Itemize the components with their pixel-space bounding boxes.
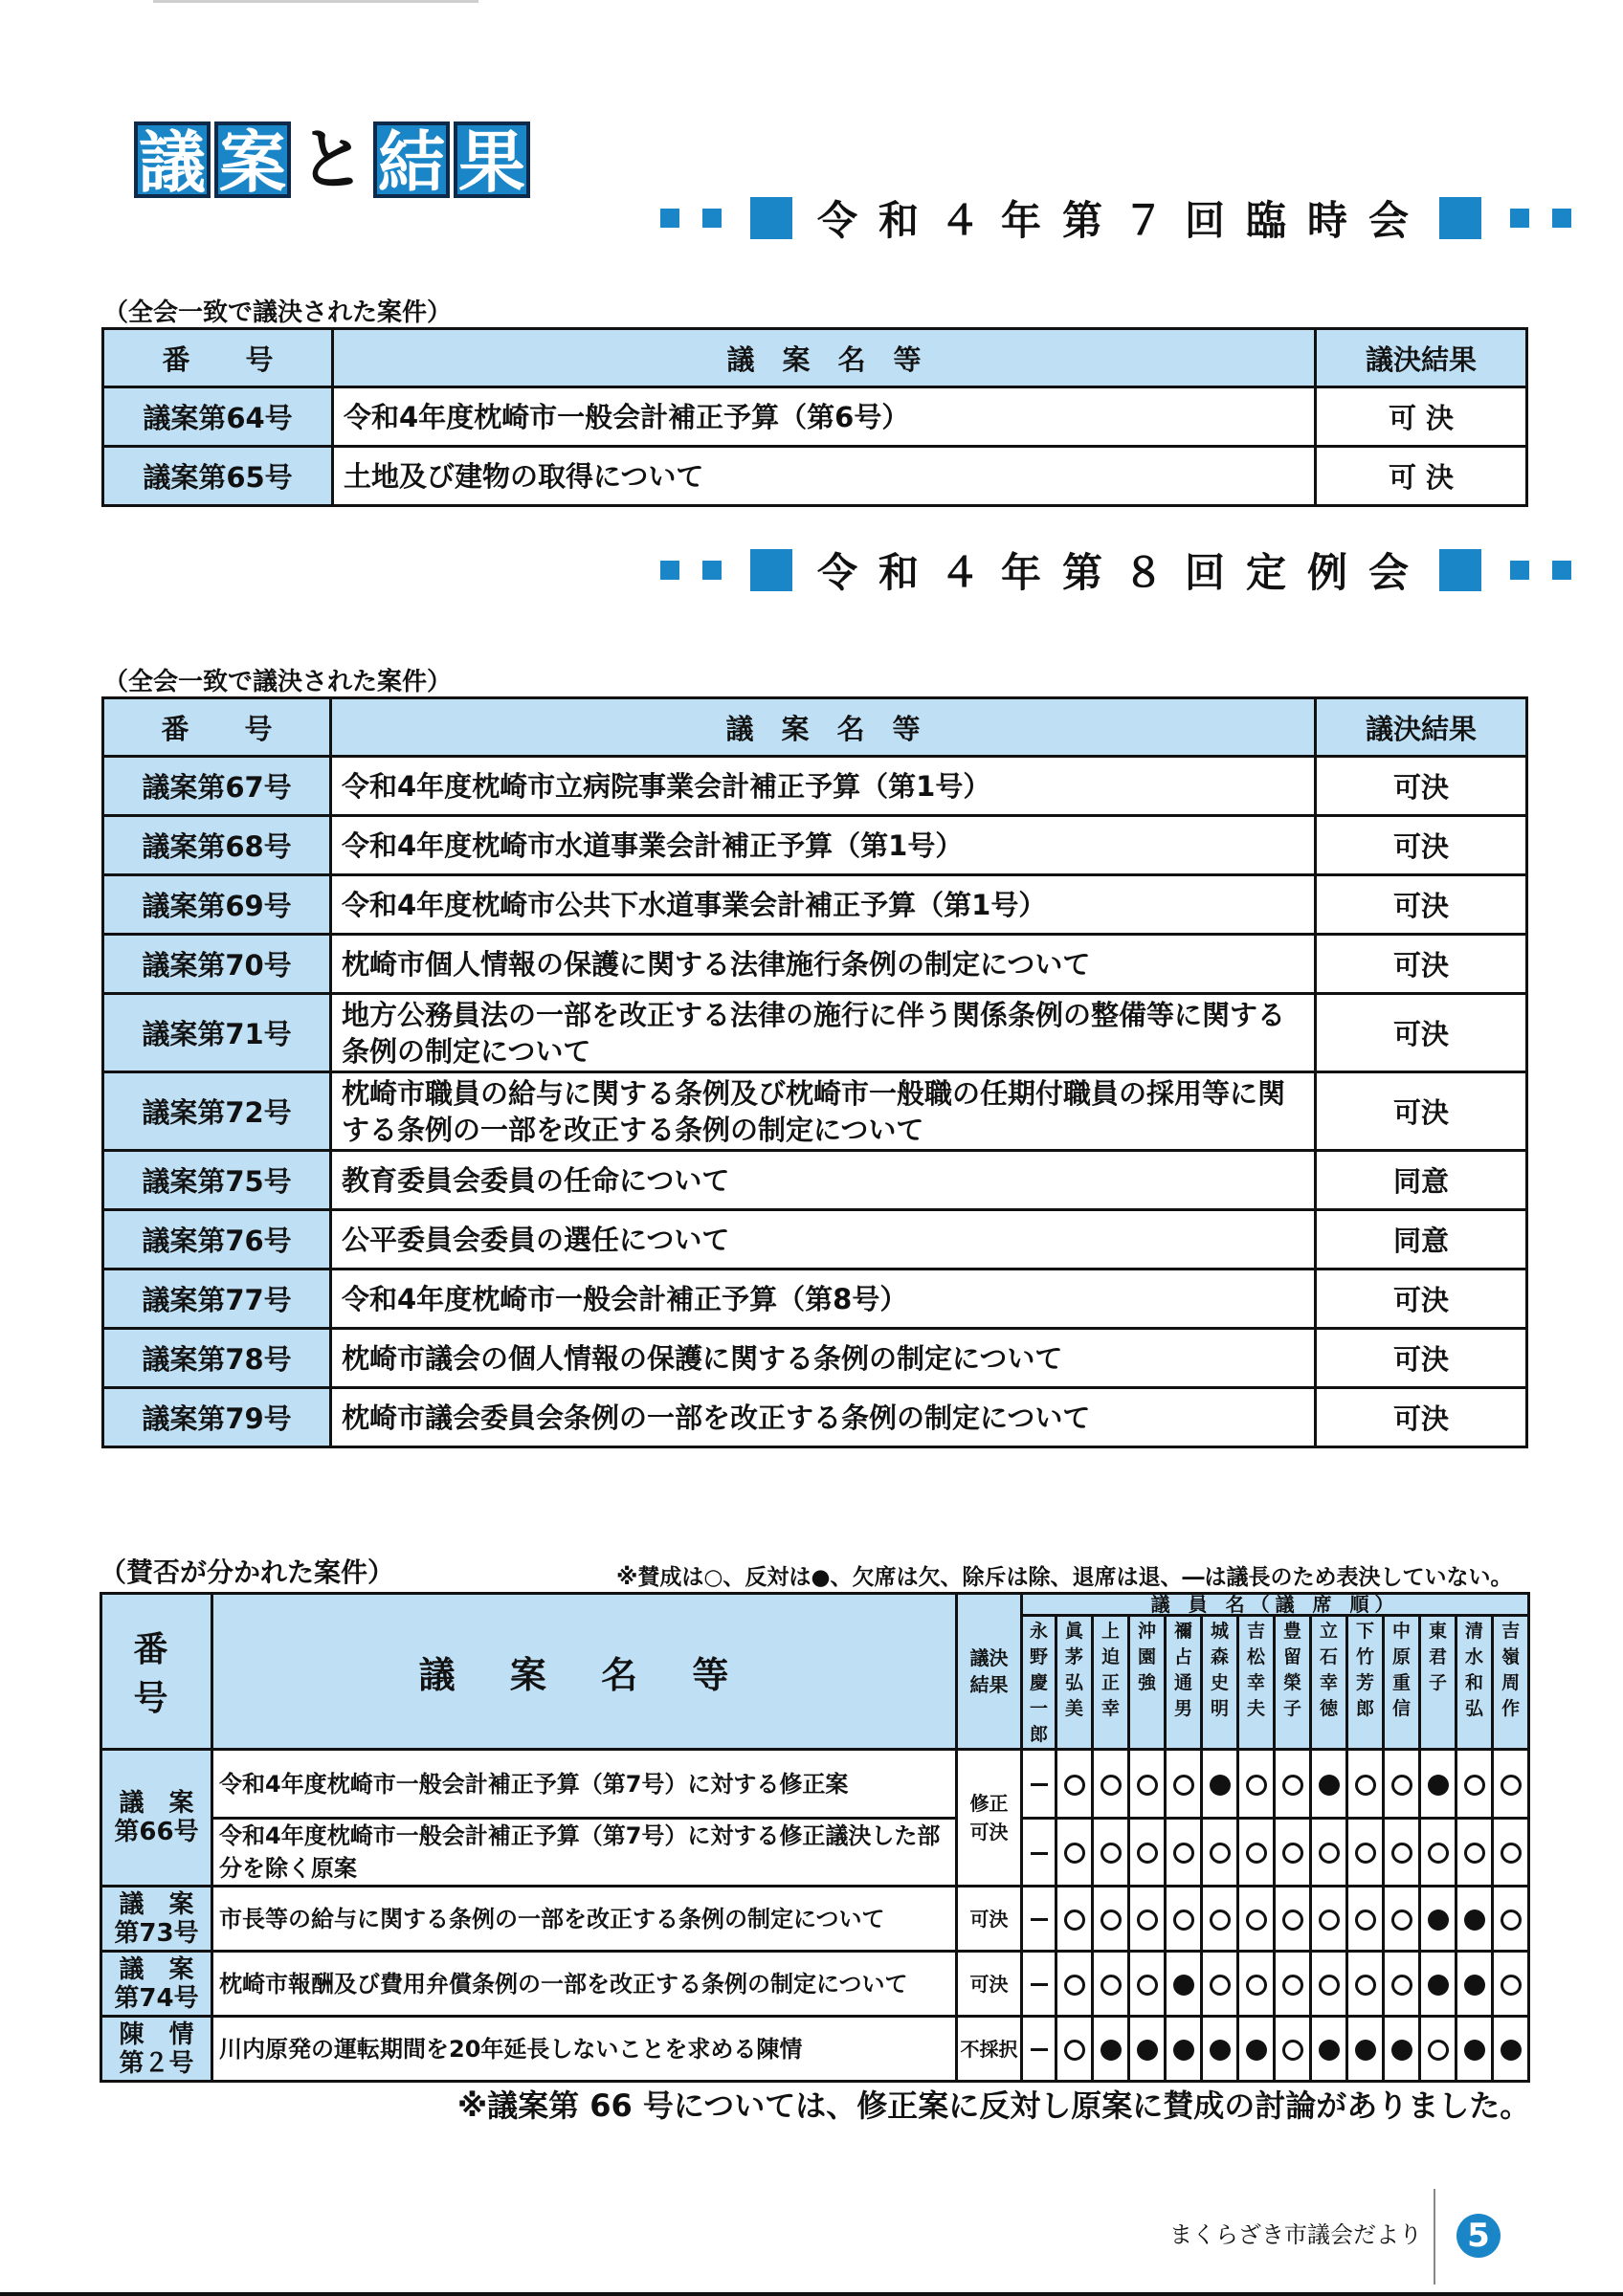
member-name: 立石幸徳 bbox=[1311, 1616, 1347, 1750]
approve-circle-icon bbox=[1246, 1910, 1267, 1931]
chair-dash-icon bbox=[1031, 1983, 1048, 1986]
vote-cell bbox=[1202, 1750, 1238, 1819]
vote-cell bbox=[1022, 1819, 1056, 1887]
title-char: 議 bbox=[134, 121, 211, 198]
vote-cell bbox=[1311, 1819, 1347, 1887]
bill-name: 地方公務員法の一部を改正する法律の施行に伴う関係条例の整備等に関する条例の制定について bbox=[331, 994, 1316, 1072]
approve-circle-icon bbox=[1210, 1975, 1231, 1996]
square-bullet-icon bbox=[660, 561, 679, 580]
vote-cell bbox=[1129, 1952, 1166, 2017]
bill-name: 枕崎市議会の個人情報の保護に関する条例の制定について bbox=[331, 1329, 1316, 1388]
bill-number: 議案第78号 bbox=[103, 1329, 331, 1388]
table-row bbox=[103, 935, 1527, 994]
oppose-dot-icon bbox=[1464, 2040, 1485, 2061]
vote-cell bbox=[1056, 1952, 1093, 2017]
vote-cell bbox=[1420, 2017, 1456, 2082]
col-header-num: 番 号 bbox=[101, 1594, 212, 1750]
oppose-dot-icon bbox=[1173, 1975, 1194, 1996]
bill-number: 議 案 第73号 bbox=[101, 1887, 212, 1952]
top-rule bbox=[153, 0, 478, 3]
approve-circle-icon bbox=[1282, 2040, 1303, 2061]
oppose-dot-icon bbox=[1428, 1975, 1449, 1996]
vote-cell bbox=[1420, 1819, 1456, 1887]
vote-cell bbox=[1056, 2017, 1093, 2082]
table-row bbox=[103, 1329, 1527, 1388]
vote-cell bbox=[1238, 1819, 1275, 1887]
member-name: 豊留榮子 bbox=[1275, 1616, 1311, 1750]
approve-circle-icon bbox=[1173, 1775, 1194, 1796]
vote-cell bbox=[1456, 1887, 1493, 1952]
vote-cell bbox=[1420, 1887, 1456, 1952]
vote-cell bbox=[1238, 1887, 1275, 1952]
member-name: 清水和弘 bbox=[1456, 1616, 1493, 1750]
vote-cell bbox=[1456, 2017, 1493, 2082]
oppose-dot-icon bbox=[1391, 2040, 1412, 2061]
bill-result: 可決 bbox=[1316, 994, 1527, 1072]
member-name: 下竹芳郎 bbox=[1347, 1616, 1384, 1750]
col-header-name: 議 案 名 等 bbox=[331, 698, 1316, 757]
member-name: 永野慶一郎 bbox=[1022, 1616, 1056, 1750]
square-bullet-icon bbox=[1552, 209, 1571, 228]
bill-name: 川内原発の運転期間を20年延長しないことを求める陳情 bbox=[212, 2017, 957, 2082]
section-caption: （賛否が分かれた案件） bbox=[100, 1556, 395, 1588]
square-bullet-icon bbox=[702, 209, 722, 228]
vote-cell bbox=[1456, 1750, 1493, 1819]
vote-cell bbox=[1238, 2017, 1275, 2082]
approve-circle-icon bbox=[1064, 2040, 1085, 2061]
approve-circle-icon bbox=[1137, 1775, 1158, 1796]
approve-circle-icon bbox=[1246, 1843, 1267, 1864]
approve-circle-icon bbox=[1391, 1843, 1412, 1864]
oppose-dot-icon bbox=[1464, 1910, 1485, 1931]
vote-cell bbox=[1129, 1819, 1166, 1887]
approve-circle-icon bbox=[1064, 1843, 1085, 1864]
vote-cell bbox=[1456, 1819, 1493, 1887]
bill-result: 可決 bbox=[1316, 875, 1527, 935]
approve-circle-icon bbox=[1064, 1910, 1085, 1931]
oppose-dot-icon bbox=[1428, 1775, 1449, 1796]
vote-cell bbox=[1202, 1887, 1238, 1952]
oppose-dot-icon bbox=[1173, 2040, 1194, 2061]
vote-cell bbox=[1384, 1952, 1420, 2017]
member-name: 沖園強 bbox=[1129, 1616, 1166, 1750]
vote-row bbox=[101, 1750, 1529, 1819]
bill-number: 議案第68号 bbox=[103, 816, 331, 875]
table-row bbox=[103, 1210, 1527, 1269]
vote-cell bbox=[1129, 1750, 1166, 1819]
member-name: 眞茅弘美 bbox=[1056, 1616, 1093, 1750]
approve-circle-icon bbox=[1137, 1843, 1158, 1864]
col-header-name: 議 案 名 等 bbox=[333, 329, 1316, 387]
vote-cell bbox=[1311, 1750, 1347, 1819]
chair-dash-icon bbox=[1031, 1852, 1048, 1855]
approve-circle-icon bbox=[1210, 1843, 1231, 1864]
oppose-dot-icon bbox=[1319, 2040, 1340, 2061]
approve-circle-icon bbox=[1391, 1910, 1412, 1931]
session1-table bbox=[101, 327, 1528, 507]
bill-result: 可決 bbox=[957, 1887, 1022, 1952]
oppose-dot-icon bbox=[1464, 1975, 1485, 1996]
members-group-header: 議 員 名（議 席 順） bbox=[1022, 1594, 1529, 1616]
member-name: 東君子 bbox=[1420, 1616, 1456, 1750]
bill-result: 同意 bbox=[1316, 1151, 1527, 1210]
bill-number: 議案第65号 bbox=[103, 447, 333, 506]
vote-cell bbox=[1129, 1887, 1166, 1952]
bill-name: 市長等の給与に関する条例の一部を改正する条例の制定について bbox=[212, 1887, 957, 1952]
oppose-dot-icon bbox=[1501, 2040, 1522, 2061]
square-bullet-icon bbox=[660, 209, 679, 228]
vote-cell bbox=[1420, 1750, 1456, 1819]
split-vote-table bbox=[100, 1592, 1530, 2083]
bill-name: 令和4年度枕崎市一般会計補正予算（第7号）に対する修正案 bbox=[212, 1750, 957, 1819]
approve-circle-icon bbox=[1501, 1975, 1522, 1996]
approve-circle-icon bbox=[1391, 1775, 1412, 1796]
title-char: と bbox=[299, 121, 366, 199]
table-row bbox=[103, 387, 1527, 447]
approve-circle-icon bbox=[1355, 1843, 1376, 1864]
vote-row bbox=[101, 1819, 1529, 1887]
approve-circle-icon bbox=[1391, 1975, 1412, 1996]
approve-circle-icon bbox=[1355, 1910, 1376, 1931]
bill-number: 議 案 第66号 bbox=[101, 1750, 212, 1887]
vote-cell bbox=[1166, 2017, 1202, 2082]
vote-cell bbox=[1456, 1952, 1493, 2017]
title-char: 案 bbox=[214, 121, 291, 198]
bill-result: 可 決 bbox=[1316, 447, 1527, 506]
page-title bbox=[134, 117, 530, 203]
table-row bbox=[103, 994, 1527, 1072]
table-row bbox=[103, 757, 1527, 816]
vote-cell bbox=[1275, 1952, 1311, 2017]
bill-name: 枕崎市報酬及び費用弁償条例の一部を改正する条例の制定について bbox=[212, 1952, 957, 2017]
bill-result: 可決 bbox=[1316, 1388, 1527, 1447]
publication-name: まくらざき市議会だより bbox=[1169, 2221, 1422, 2248]
vote-cell bbox=[1384, 1819, 1420, 1887]
member-name: 中原重信 bbox=[1384, 1616, 1420, 1750]
approve-circle-icon bbox=[1137, 1910, 1158, 1931]
approve-circle-icon bbox=[1319, 1975, 1340, 1996]
bill-name: 枕崎市個人情報の保護に関する法律施行条例の制定について bbox=[331, 935, 1316, 994]
vote-cell bbox=[1129, 2017, 1166, 2082]
vote-cell bbox=[1166, 1750, 1202, 1819]
table-row bbox=[103, 1388, 1527, 1447]
vote-row bbox=[101, 1952, 1529, 2017]
bill-name: 枕崎市議会委員会条例の一部を改正する条例の制定について bbox=[331, 1388, 1316, 1447]
vote-cell bbox=[1493, 1819, 1529, 1887]
bill-number: 議案第70号 bbox=[103, 935, 331, 994]
bottom-rule bbox=[0, 2292, 1623, 2296]
vote-cell bbox=[1093, 1887, 1129, 1952]
bill-number: 議案第67号 bbox=[103, 757, 331, 816]
bill-number: 議案第75号 bbox=[103, 1151, 331, 1210]
footnote: ※議案第 66 号については、修正案に反対し原案に賛成の討論がありました。 bbox=[457, 2087, 1531, 2124]
approve-circle-icon bbox=[1246, 1975, 1267, 1996]
bill-number: 議案第64号 bbox=[103, 387, 333, 447]
square-bullet-icon bbox=[702, 561, 722, 580]
bill-result: 可決 bbox=[1316, 757, 1527, 816]
vote-cell bbox=[1022, 2017, 1056, 2082]
vote-cell bbox=[1275, 2017, 1311, 2082]
session-header-1 bbox=[660, 189, 1571, 247]
chair-dash-icon bbox=[1031, 2048, 1048, 2051]
oppose-dot-icon bbox=[1137, 2040, 1158, 2061]
member-name: 上迫正幸 bbox=[1093, 1616, 1129, 1750]
approve-circle-icon bbox=[1428, 2040, 1449, 2061]
vote-cell bbox=[1493, 2017, 1529, 2082]
member-name: 禰占通男 bbox=[1166, 1616, 1202, 1750]
bill-number: 議案第79号 bbox=[103, 1388, 331, 1447]
vote-cell bbox=[1093, 1952, 1129, 2017]
vote-legend: ※賛成は○、反対は●、欠席は欠、除斥は除、退席は退、―は議長のため表決していない。 bbox=[616, 1565, 1513, 1590]
bill-result: 可決 bbox=[1316, 935, 1527, 994]
vote-cell bbox=[1275, 1819, 1311, 1887]
vote-cell bbox=[1166, 1952, 1202, 2017]
vote-cell bbox=[1311, 1952, 1347, 2017]
vote-cell bbox=[1166, 1887, 1202, 1952]
vote-cell bbox=[1022, 1952, 1056, 2017]
table-row bbox=[103, 1151, 1527, 1210]
bill-result: 可決 bbox=[1316, 816, 1527, 875]
vote-cell bbox=[1202, 1952, 1238, 2017]
approve-circle-icon bbox=[1282, 1775, 1303, 1796]
vote-cell bbox=[1384, 2017, 1420, 2082]
vote-cell bbox=[1347, 1750, 1384, 1819]
chair-dash-icon bbox=[1031, 1918, 1048, 1921]
approve-circle-icon bbox=[1137, 1975, 1158, 1996]
bill-result: 可決 bbox=[957, 1952, 1022, 2017]
vote-cell bbox=[1238, 1750, 1275, 1819]
approve-circle-icon bbox=[1501, 1843, 1522, 1864]
vote-cell bbox=[1056, 1819, 1093, 1887]
approve-circle-icon bbox=[1355, 1975, 1376, 1996]
bill-name: 公平委員会委員の選任について bbox=[331, 1210, 1316, 1269]
vote-cell bbox=[1347, 1887, 1384, 1952]
chair-dash-icon bbox=[1031, 1783, 1048, 1786]
oppose-dot-icon bbox=[1210, 2040, 1231, 2061]
vote-header-row bbox=[101, 1594, 1529, 1616]
square-bullet-icon bbox=[1552, 561, 1571, 580]
approve-circle-icon bbox=[1246, 1775, 1267, 1796]
session-title: 令和４年第８回定例会 bbox=[817, 549, 1431, 596]
table-row bbox=[103, 447, 1527, 506]
approve-circle-icon bbox=[1101, 1843, 1122, 1864]
approve-circle-icon bbox=[1464, 1843, 1485, 1864]
square-bullet-icon bbox=[1439, 197, 1481, 239]
vote-cell bbox=[1347, 1819, 1384, 1887]
approve-circle-icon bbox=[1173, 1843, 1194, 1864]
col-header-num: 番 号 bbox=[103, 698, 331, 757]
bill-name: 教育委員会委員の任命について bbox=[331, 1151, 1316, 1210]
bill-number: 議案第69号 bbox=[103, 875, 331, 935]
member-name: 吉嶺周作 bbox=[1493, 1616, 1529, 1750]
col-header-result: 議決結果 bbox=[1316, 329, 1527, 387]
vote-cell bbox=[1384, 1887, 1420, 1952]
bill-result: 可決 bbox=[1316, 1072, 1527, 1151]
approve-circle-icon bbox=[1355, 1775, 1376, 1796]
vote-cell bbox=[1311, 1887, 1347, 1952]
bill-number: 議案第71号 bbox=[103, 994, 331, 1072]
col-header-result: 議決結果 bbox=[1316, 698, 1527, 757]
bill-number: 陳 情 第２号 bbox=[101, 2017, 212, 2082]
col-header-num: 番 号 bbox=[103, 329, 333, 387]
table-row bbox=[103, 816, 1527, 875]
vote-cell bbox=[1493, 1887, 1529, 1952]
page-number: 5 bbox=[1456, 2214, 1501, 2258]
approve-circle-icon bbox=[1064, 1775, 1085, 1796]
approve-circle-icon bbox=[1064, 1975, 1085, 1996]
square-bullet-icon bbox=[750, 549, 792, 591]
oppose-dot-icon bbox=[1428, 1910, 1449, 1931]
vote-cell bbox=[1493, 1750, 1529, 1819]
approve-circle-icon bbox=[1319, 1843, 1340, 1864]
section-caption: （全会一致で議決された案件） bbox=[103, 298, 453, 327]
vote-cell bbox=[1056, 1750, 1093, 1819]
bill-name: 令和4年度枕崎市公共下水道事業会計補正予算（第1号） bbox=[331, 875, 1316, 935]
vote-cell bbox=[1093, 1750, 1129, 1819]
vote-cell bbox=[1202, 1819, 1238, 1887]
oppose-dot-icon bbox=[1246, 2040, 1267, 2061]
bill-number: 議案第72号 bbox=[103, 1072, 331, 1151]
table-row bbox=[103, 1072, 1527, 1151]
vote-cell bbox=[1311, 2017, 1347, 2082]
bill-number: 議 案 第74号 bbox=[101, 1952, 212, 2017]
approve-circle-icon bbox=[1282, 1975, 1303, 1996]
vote-cell bbox=[1238, 1952, 1275, 2017]
square-bullet-icon bbox=[1510, 209, 1529, 228]
approve-circle-icon bbox=[1501, 1775, 1522, 1796]
vote-cell bbox=[1166, 1819, 1202, 1887]
section-caption: （全会一致で議決された案件） bbox=[103, 668, 453, 696]
table-header-row bbox=[103, 329, 1527, 387]
oppose-dot-icon bbox=[1355, 2040, 1376, 2061]
title-char: 果 bbox=[454, 121, 530, 198]
approve-circle-icon bbox=[1319, 1910, 1340, 1931]
footer-divider bbox=[1434, 2189, 1435, 2285]
bill-result: 可決 bbox=[1316, 1329, 1527, 1388]
square-bullet-icon bbox=[750, 197, 792, 239]
vote-cell bbox=[1275, 1750, 1311, 1819]
session-title: 令和４年第７回臨時会 bbox=[817, 197, 1431, 244]
bill-name: 令和4年度枕崎市立病院事業会計補正予算（第1号） bbox=[331, 757, 1316, 816]
bill-number: 議案第76号 bbox=[103, 1210, 331, 1269]
col-header-result: 議決 結果 bbox=[957, 1594, 1022, 1750]
session-header-2 bbox=[660, 541, 1571, 599]
vote-cell bbox=[1420, 1952, 1456, 2017]
bill-result: 同意 bbox=[1316, 1210, 1527, 1269]
bill-name: 令和4年度枕崎市一般会計補正予算（第6号） bbox=[333, 387, 1316, 447]
oppose-dot-icon bbox=[1210, 1775, 1231, 1796]
vote-cell bbox=[1347, 1952, 1384, 2017]
vote-cell bbox=[1493, 1952, 1529, 2017]
bill-name: 令和4年度枕崎市一般会計補正予算（第8号） bbox=[331, 1269, 1316, 1329]
vote-cell bbox=[1202, 2017, 1238, 2082]
approve-circle-icon bbox=[1101, 1975, 1122, 1996]
square-bullet-icon bbox=[1439, 549, 1481, 591]
session2-table bbox=[101, 696, 1528, 1448]
title-char: 結 bbox=[373, 121, 450, 198]
bill-name: 土地及び建物の取得について bbox=[333, 447, 1316, 506]
vote-cell bbox=[1093, 1819, 1129, 1887]
bill-result: 可決 bbox=[1316, 1269, 1527, 1329]
vote-cell bbox=[1384, 1750, 1420, 1819]
approve-circle-icon bbox=[1282, 1910, 1303, 1931]
bill-result: 修正 可決 bbox=[957, 1750, 1022, 1887]
table-row bbox=[103, 875, 1527, 935]
approve-circle-icon bbox=[1501, 1910, 1522, 1931]
vote-cell bbox=[1347, 2017, 1384, 2082]
vote-cell bbox=[1093, 2017, 1129, 2082]
bill-result: 不採択 bbox=[957, 2017, 1022, 2082]
vote-cell bbox=[1275, 1887, 1311, 1952]
table-header-row bbox=[103, 698, 1527, 757]
oppose-dot-icon bbox=[1101, 2040, 1122, 2061]
col-header-name: 議 案 名 等 bbox=[212, 1594, 957, 1750]
approve-circle-icon bbox=[1428, 1843, 1449, 1864]
bill-number: 議案第77号 bbox=[103, 1269, 331, 1329]
approve-circle-icon bbox=[1210, 1910, 1231, 1931]
vote-row bbox=[101, 1887, 1529, 1952]
approve-circle-icon bbox=[1464, 1775, 1485, 1796]
approve-circle-icon bbox=[1101, 1775, 1122, 1796]
approve-circle-icon bbox=[1282, 1843, 1303, 1864]
approve-circle-icon bbox=[1101, 1910, 1122, 1931]
vote-cell bbox=[1022, 1750, 1056, 1819]
vote-row bbox=[101, 2017, 1529, 2082]
approve-circle-icon bbox=[1173, 1910, 1194, 1931]
vote-cell bbox=[1056, 1887, 1093, 1952]
vote-cell bbox=[1022, 1887, 1056, 1952]
oppose-dot-icon bbox=[1319, 1775, 1340, 1796]
square-bullet-icon bbox=[1510, 561, 1529, 580]
bill-result: 可 決 bbox=[1316, 387, 1527, 447]
member-name: 城森史明 bbox=[1202, 1616, 1238, 1750]
bill-name: 枕崎市職員の給与に関する条例及び枕崎市一般職の任期付職員の採用等に関する条例の一部を改正する条例の制定について bbox=[331, 1072, 1316, 1151]
bill-name: 令和4年度枕崎市一般会計補正予算（第7号）に対する修正議決した部分を除く原案 bbox=[212, 1819, 957, 1887]
member-name: 吉松幸夫 bbox=[1238, 1616, 1275, 1750]
bill-name: 令和4年度枕崎市水道事業会計補正予算（第1号） bbox=[331, 816, 1316, 875]
table-row bbox=[103, 1269, 1527, 1329]
